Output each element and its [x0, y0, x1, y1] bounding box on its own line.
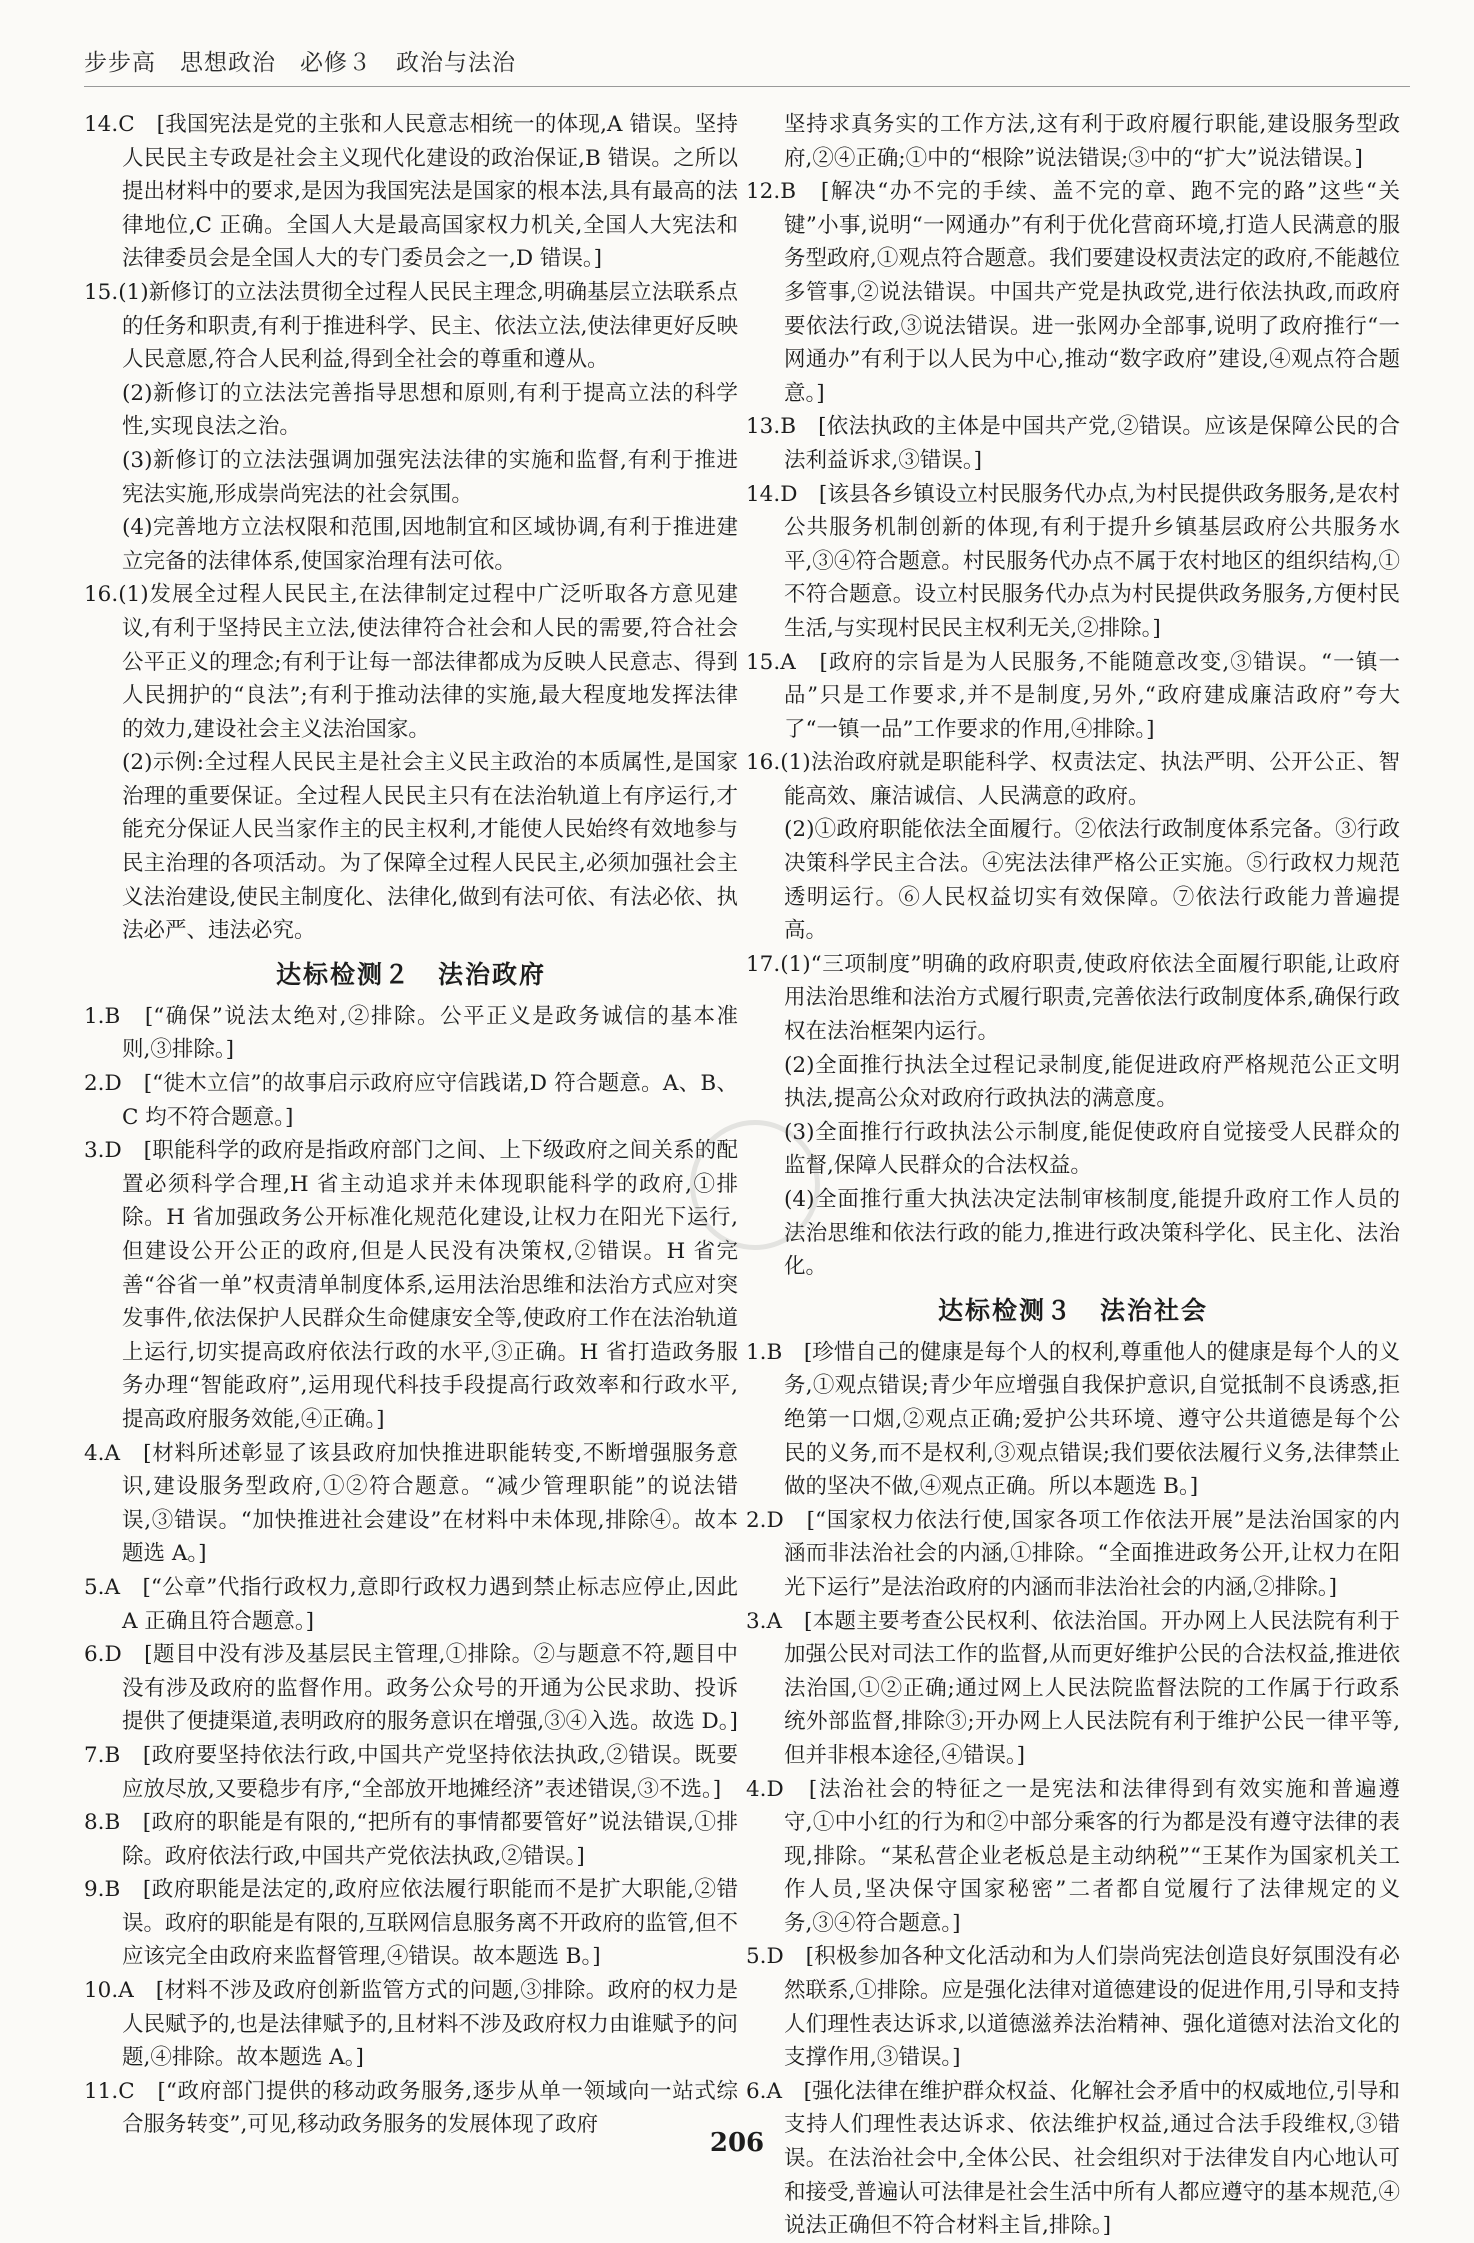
answer-item: 12.B [解决“办不完的手续、盖不完的章、跑不完的路”这些“关键”小事,说明“一网通办”有利于优化营商环境,打造人民满意的服务型政府,①观点符合题意。我们要建设权责法定的政府,不能越位多管事,②说法错误。中国共产党是执政党,进行依法执政,而政府要依法行政,③说法错误。进一张网办全部事,说明了政府推行“一网通办”有利于以人民为中心,推动“数字政府”建设,④观点符合题意。] — [746, 179, 1400, 406]
page-header: 步步高 思想政治 必修３ 政治与法治 — [84, 50, 516, 76]
right-column — [746, 108, 1400, 2243]
answer-subparagraph: (2)新修订的立法法完善指导思想和原则,有利于提高立法的科学性,实现良法之治。 — [122, 380, 738, 440]
answer-item: 3.D [职能科学的政府是指政府部门之间、上下级政府之间关系的配置必须科学合理,H 省主动追求并未体现职能科学的政府,①排除。H 省加强政务公开标准化规范化建设,让权力在阳光下运行,但建设公开公正的政府,但是人民没有决策权,②错误。H 省完善“谷省一单”权责清单制度体系,运用法治思维和法治方式应对突发事件,依法保护人民群众生命健康安全等,使政府工作在法治轨道上运行,切实提高政府依法行政的水平,③正确。H 省打造政务服务办理“智能政府”,运用现代科技手段提高行政效率和行政水平,提高政府服务效能,④正确。] — [84, 1138, 738, 1432]
answer-item: 2.D [“徙木立信”的故事启示政府应守信践诺,D 符合题意。A、B、C 均不符合题意。] — [84, 1071, 738, 1130]
answer-item: 5.A [“公章”代指行政权力,意即行政权力遇到禁止标志应停止,因此 A 正确且符合题意。] — [84, 1574, 738, 1634]
answer-item: 13.B [依法执政的主体是中国共产党,②错误。应该是保障公民的合法利益诉求,③错误。] — [746, 414, 1400, 473]
watermark-seal — [690, 1120, 820, 1250]
answer-item: 1.B [“确保”说法太绝对,②排除。公平正义是政务诚信的基本准则,③排除。] — [84, 1003, 738, 1063]
answer-subparagraph: (2)①政府职能依法全面履行。②依法行政制度体系完备。③行政决策科学民主合法。④宪法法律严格公正实施。⑤行政权力规范透明运行。⑥人民权益切实有效保障。⑦依法行政能力普遍提高。 — [784, 817, 1400, 944]
header-rule — [84, 86, 1410, 87]
answer-item: 6.A [强化法律在维护群众权益、化解社会矛盾中的权威地位,引导和支持人们理性表达诉求、依法维护权益,通过合法手段维权,③错误。在法治社会中,全体公民、社会组织对于法律发自内心地认可和接受,普遍认可法律是社会生活中所有人都应遵守的基本规范,④说法正确但不符合材料主旨,排除。] — [746, 2078, 1400, 2239]
answer-item: 2.D [“国家权力依法行使,国家各项工作依法开展”是法治国家的内涵而非法治社会的内涵,①排除。“全面推进政务公开,让权力在阳光下运行”是法治政府的内涵而非法治社会的内涵,②排除。] — [746, 1507, 1400, 1600]
answer-item: 16.(1)法治政府就是职能科学、权责法定、执法严明、公开公正、智能高效、廉洁诚信、人民满意的政府。 — [746, 750, 1400, 809]
answer-item: 9.B [政府职能是法定的,政府应依法履行职能而不是扩大职能,②错误。政府的职能是有限的,互联网信息服务离不开政府的监管,但不应该完全由政府来监督管理,④错误。故本题选 B。] — [84, 1877, 738, 1970]
answer-item: 6.D [题目中没有涉及基层民主管理,①排除。②与题意不符,题目中没有涉及政府的监督作用。政务公众号的开通为公民求助、投诉提供了便捷渠道,表明政府的服务意识在增强,③④入选。故选 D。] — [84, 1642, 738, 1735]
answer-item: 3.A [本题主要考查公民权利、依法治国。开办网上人民法院有利于加强公民对司法工作的监督,从而更好维护公民的合法权益,推进依法治国,①②正确;通过网上人民法院监督法院的工作属于行政系统外部监督,排除③;开办网上人民法院有利于维护公民一律平等,但并非根本途径,④错误。] — [746, 1608, 1400, 1768]
left-column — [84, 108, 738, 2142]
answer-subparagraph: (4)完善地方立法权限和范围,因地制宜和区域协调,有利于推进建立完备的法律体系,使国家治理有法可依。 — [122, 515, 738, 574]
page-number: 206 — [709, 2128, 765, 2158]
answer-item: 15.(1)新修订的立法法贯彻全过程人民民主理念,明确基层立法联系点的任务和职责,有利于推进科学、民主、依法立法,使法律更好反映人民意愿,符合人民利益,得到全社会的尊重和遵从。 — [84, 279, 738, 373]
answer-subparagraph: (2)全面推行执法全过程记录制度,能促进政府严格规范公正文明执法,提高公众对政府行政执法的满意度。 — [784, 1052, 1400, 1112]
answer-subparagraph: 坚持求真务实的工作方法,这有利于政府履行职能,建设服务型政府,②④正确;①中的“根除”说法错误;③中的“扩大”说法错误。] — [784, 112, 1400, 171]
answer-subparagraph: (4)全面推行重大执法决定法制审核制度,能提升政府工作人员的法治思维和依法行政的能力,推进行政决策科学化、民主化、法治化。 — [784, 1187, 1400, 1280]
answer-item: 4.D [法治社会的特征之一是宪法和法律得到有效实施和普遍遵守,①中小红的行为和②中部分乘客的行为都是没有遵守法律的表现,排除。“某私营企业老板总是主动纳税”“王某作为国家机关工作人员,坚决保守国家秘密”二者都自觉履行了法律规定的义务,③④符合题意。] — [746, 1776, 1400, 1936]
answer-item: 17.(1)“三项制度”明确的政府职责,使政府依法全面履行职能,让政府用法治思维和法治方式履行职责,完善依法行政制度体系,确保行政权在法治框架内运行。 — [746, 951, 1400, 1045]
section-title: 达标检测２ 法治政府 — [275, 959, 546, 989]
answer-subparagraph: (3)新修订的立法法强调加强宪法法律的实施和监督,有利于推进宪法实施,形成崇尚宪法的社会氛围。 — [122, 447, 738, 507]
answer-item: 7.B [政府要坚持依法行政,中国共产党坚持依法执政,②错误。既要应放尽放,又要稳步有序,“全部放开地摊经济”表述错误,③不选。] — [84, 1742, 738, 1802]
answer-item: 14.D [该县各乡镇设立村民服务代办点,为村民提供政务服务,是农村公共服务机制创新的体现,有利于提升乡镇基层政府公共服务水平,③④符合题意。村民服务代办点不属于农村地区的组织结构,①不符合题意。设立村民服务代办点为村民提供政务服务,方便村民生活,与实现村民民主权利无关,②排除。] — [746, 481, 1400, 641]
answer-subparagraph: (2)示例:全过程人民民主是社会主义民主政治的本质属性,是国家治理的重要保证。全过程人民民主只有在法治轨道上有序运行,才能充分保证人民当家作主的民主权利,才能使人民始终有效地参与民主治理的各项活动。为了保障全过程人民民主,必须加强社会主义法治建设,使民主制度化、法律化,做到有法可依、有法必依、执法必严、违法必究。 — [122, 750, 738, 944]
answer-item: 1.B [珍惜自己的健康是每个人的权利,尊重他人的健康是每个人的义务,①观点错误;青少年应增强自我保护意识,自觉抵制不良诱惑,拒绝第一口烟,②观点正确;爱护公共环境、遵守公共道德是每个公民的义务,而不是权利,③观点错误;我们要依法履行义务,法律禁止做的坚决不做,④观点正确。所以本题选 B。] — [746, 1339, 1400, 1500]
answer-item: 5.D [积极参加各种文化活动和为人们崇尚宪法创造良好氛围没有必然联系,①排除。应是强化法律对道德建设的促进作用,引导和支持人们理性表达诉求,以道德滋养法治精神、强化道德对法治文化的支撑作用,③错误。] — [746, 1944, 1400, 2071]
answer-item: 16.(1)发展全过程人民民主,在法律制定过程中广泛听取各方意见建议,有利于坚持民主立法,使法律符合社会和人民的需要,符合社会公平正义的理念;有利于让每一部法律都成为反映人民意志、得到人民拥护的“良法”;有利于推动法律的实施,最大程度地发挥法律的效力,建设社会主义法治国家。 — [84, 582, 738, 742]
answer-subparagraph: (3)全面推行行政执法公示制度,能促使政府自觉接受人民群众的监督,保障人民群众的合法权益。 — [784, 1119, 1400, 1179]
answer-item: 15.A [政府的宗旨是为人民服务,不能随意改变,③错误。“一镇一品”只是工作要求,并不是制度,另外,“政府建成廉洁政府”夸大了“一镇一品”工作要求的作用,④排除。] — [746, 649, 1400, 742]
answer-item: 8.B [政府的职能是有限的,“把所有的事情都要管好”说法错误,①排除。政府依法行政,中国共产党依法执政,②错误。] — [84, 1810, 738, 1869]
answer-item: 10.A [材料不涉及政府创新监管方式的问题,③排除。政府的权力是人民赋予的,也是法律赋予的,且材料不涉及政府权力由谁赋予的问题,④排除。故本题选 A。] — [84, 1978, 738, 2071]
section-title: 达标检测３ 法治社会 — [937, 1295, 1208, 1325]
answer-item: 11.C [“政府部门提供的移动政务服务,逐步从单一领域向一站式综合服务转变”,可见,移动政务服务的发展体现了政府 — [84, 2078, 738, 2138]
answer-item: 14.C [我国宪法是党的主张和人民意志相统一的体现,A 错误。坚持人民民主专政是社会主义现代化建设的政治保证,B 错误。之所以提出材料中的要求,是因为我国宪法是国家的根本法,具有最高的法律地位,C 正确。全国人大是最高国家权力机关,全国人大宪法和法律委员会是全国人大的专门委员会之一,D 错误。] — [84, 112, 738, 272]
answer-item: 4.A [材料所述彰显了该县政府加快推进职能转变,不断增强服务意识,建设服务型政府,①②符合题意。“减少管理职能”的说法错误,③错误。“加快推进社会建设”在材料中未体现,排除④。故本题选 A。] — [84, 1440, 738, 1567]
